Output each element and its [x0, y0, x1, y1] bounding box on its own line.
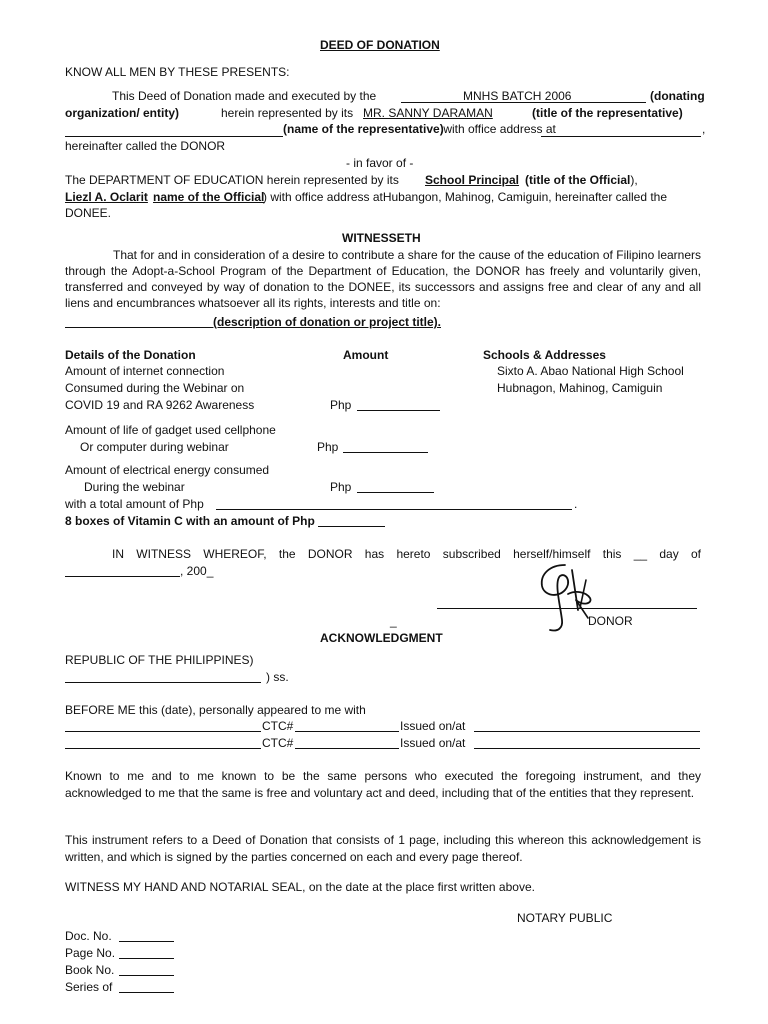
row1-name-line: [65, 731, 261, 732]
schools-header: Schools & Addresses: [483, 348, 606, 362]
item1-line1: Amount of internet connection: [65, 364, 225, 378]
item2-php: Php: [317, 440, 339, 454]
in-witness-text: IN WITNESS WHEREOF, the DONOR has hereto subscribed herself/himself this __ day of: [112, 547, 701, 561]
item2-line1: Amount of life of gadget used cellphone: [65, 423, 276, 437]
row1-issued-line: [474, 731, 700, 732]
series-of-label: Series of: [65, 980, 113, 994]
row2-issued: Issued on/at: [400, 736, 466, 750]
intro-text-3: ,with office address at: [440, 122, 556, 136]
rep-name-hint: (name of the representative): [283, 122, 444, 136]
doc-no-label: Doc. No.: [65, 929, 112, 943]
donor-label: DONOR: [588, 614, 633, 628]
ss-text: ) ss.: [266, 670, 289, 684]
donor-org-hint: (donating: [650, 89, 705, 103]
comma: ,: [702, 122, 706, 136]
intro-text-4: hereinafter called the DONOR: [65, 139, 226, 153]
item1-php: Php: [330, 398, 352, 412]
item2-line2: Or computer during webinar: [80, 440, 229, 454]
row2-name-line: [65, 748, 261, 749]
total-period: .: [574, 497, 578, 511]
row1-ctc-line: [295, 731, 399, 732]
row2-ctc: CTC#: [262, 736, 294, 750]
witnesseth-heading: WITNESSETH: [342, 231, 421, 245]
witness-hand-text: WITNESS MY HAND AND NOTARIAL SEAL, on the date at the place first written above.: [65, 880, 535, 894]
intro-text-2: herein represented by its: [221, 106, 354, 120]
book-no-label: Book No.: [65, 963, 115, 977]
total-line: [216, 509, 572, 510]
amount-header: Amount: [343, 348, 389, 362]
description-hint: (description of donation or project title).: [213, 315, 441, 329]
school-address: Hubnagon, Mahinog, Camiguin: [497, 381, 663, 395]
total-text: with a total amount of Php: [65, 497, 204, 511]
republic-text: REPUBLIC OF THE PHILIPPINES): [65, 653, 254, 667]
page-no-line: [119, 958, 174, 959]
item3-line1: Amount of electrical energy consumed: [65, 463, 270, 477]
item1-line2: Consumed during the Webinar on: [65, 381, 245, 395]
row1-ctc: CTC#: [262, 719, 294, 733]
item3-php: Php: [330, 480, 352, 494]
instrument-text: This instrument refers to a Deed of Donation that consists of 1 page, including this whereon this acknowledgement is written, and which is signed by the parties concerned on each and every page thereof.: [65, 833, 701, 864]
donee-text-3: DONEE.: [65, 206, 112, 220]
rep-name: MR. SANNY DARAMAN: [363, 106, 493, 120]
book-no-line: [119, 975, 174, 976]
school-name: Sixto A. Abao National High School: [497, 364, 684, 378]
republic-line: [65, 682, 261, 683]
known-text: Known to me and to me known to be the same persons who executed the foregoing instrument, and they acknowledged to me that the same is free and voluntary act and deed, including that of the entities that they represent.: [65, 769, 701, 800]
series-of-line: [119, 992, 174, 993]
official-name: Liezl A. Oclarit: [65, 190, 148, 204]
in-witness-year: , 200_: [180, 564, 214, 578]
before-me-text: BEFORE ME this (date), personally appeared to me with: [65, 703, 366, 717]
blank-line: [65, 136, 283, 137]
notary-label: NOTARY PUBLIC: [517, 911, 613, 925]
item3-amount-line: [357, 492, 434, 493]
intro-text-1: This Deed of Donation made and executed by the: [112, 89, 377, 103]
donee-text-1: The DEPARTMENT OF EDUCATION herein represented by its: [65, 173, 399, 187]
description-line: [65, 327, 213, 328]
address-line: [541, 136, 701, 137]
item1-amount-line: [357, 410, 440, 411]
page-no-label: Page No.: [65, 946, 116, 960]
in-favor-of: - in favor of -: [346, 156, 414, 170]
row2-issued-line: [474, 748, 700, 749]
donor-org-value: MNHS BATCH 2006: [463, 89, 572, 103]
rep-title-hint: (title of the representative): [532, 106, 683, 120]
ack-heading: ACKNOWLEDGMENT: [320, 631, 443, 645]
page-title: DEED OF DONATION: [320, 38, 440, 52]
donor-signature-line: [437, 608, 697, 609]
item1-line3: COVID 19 and RA 9262 Awareness: [65, 398, 255, 412]
donee-text-2: ) with office address atHubangon, Mahinog, Camiguin, hereinafter called the: [263, 190, 668, 204]
row2-ctc-line: [295, 748, 399, 749]
donor-org-line: [401, 89, 646, 103]
witnesseth-text: That for and in consideration of a desire to contribute a share for the cause of the education of Filipino learners through the Adopt-a-School Program of the Department of Education, the DONOR has freely and voluntarily given, transferred and conveyed by way of donation to the DONEE, its successors and assigns free and clear of any and all liens and encumbrances whatsoever all its rights, interests and title on:: [65, 248, 701, 310]
item3-line2: During the webinar: [84, 480, 185, 494]
date-line: [65, 576, 180, 577]
details-header: Details of the Donation: [65, 348, 196, 362]
org-entity-hint: organization/ entity): [65, 106, 179, 120]
vitamin-line: [318, 526, 385, 527]
vitamin-text: 8 boxes of Vitamin C with an amount of Php: [65, 514, 315, 528]
official-title: School Principal: [425, 173, 520, 187]
official-title-hint: (title of the Official),: [525, 173, 638, 187]
opening-line: KNOW ALL MEN BY THESE PRESENTS:: [65, 65, 290, 79]
row1-issued: Issued on/at: [400, 719, 466, 733]
item2-amount-line: [343, 452, 428, 453]
doc-no-line: [119, 941, 174, 942]
official-name-hint: name of the Official: [153, 190, 265, 204]
dash-mark: _: [390, 614, 397, 628]
